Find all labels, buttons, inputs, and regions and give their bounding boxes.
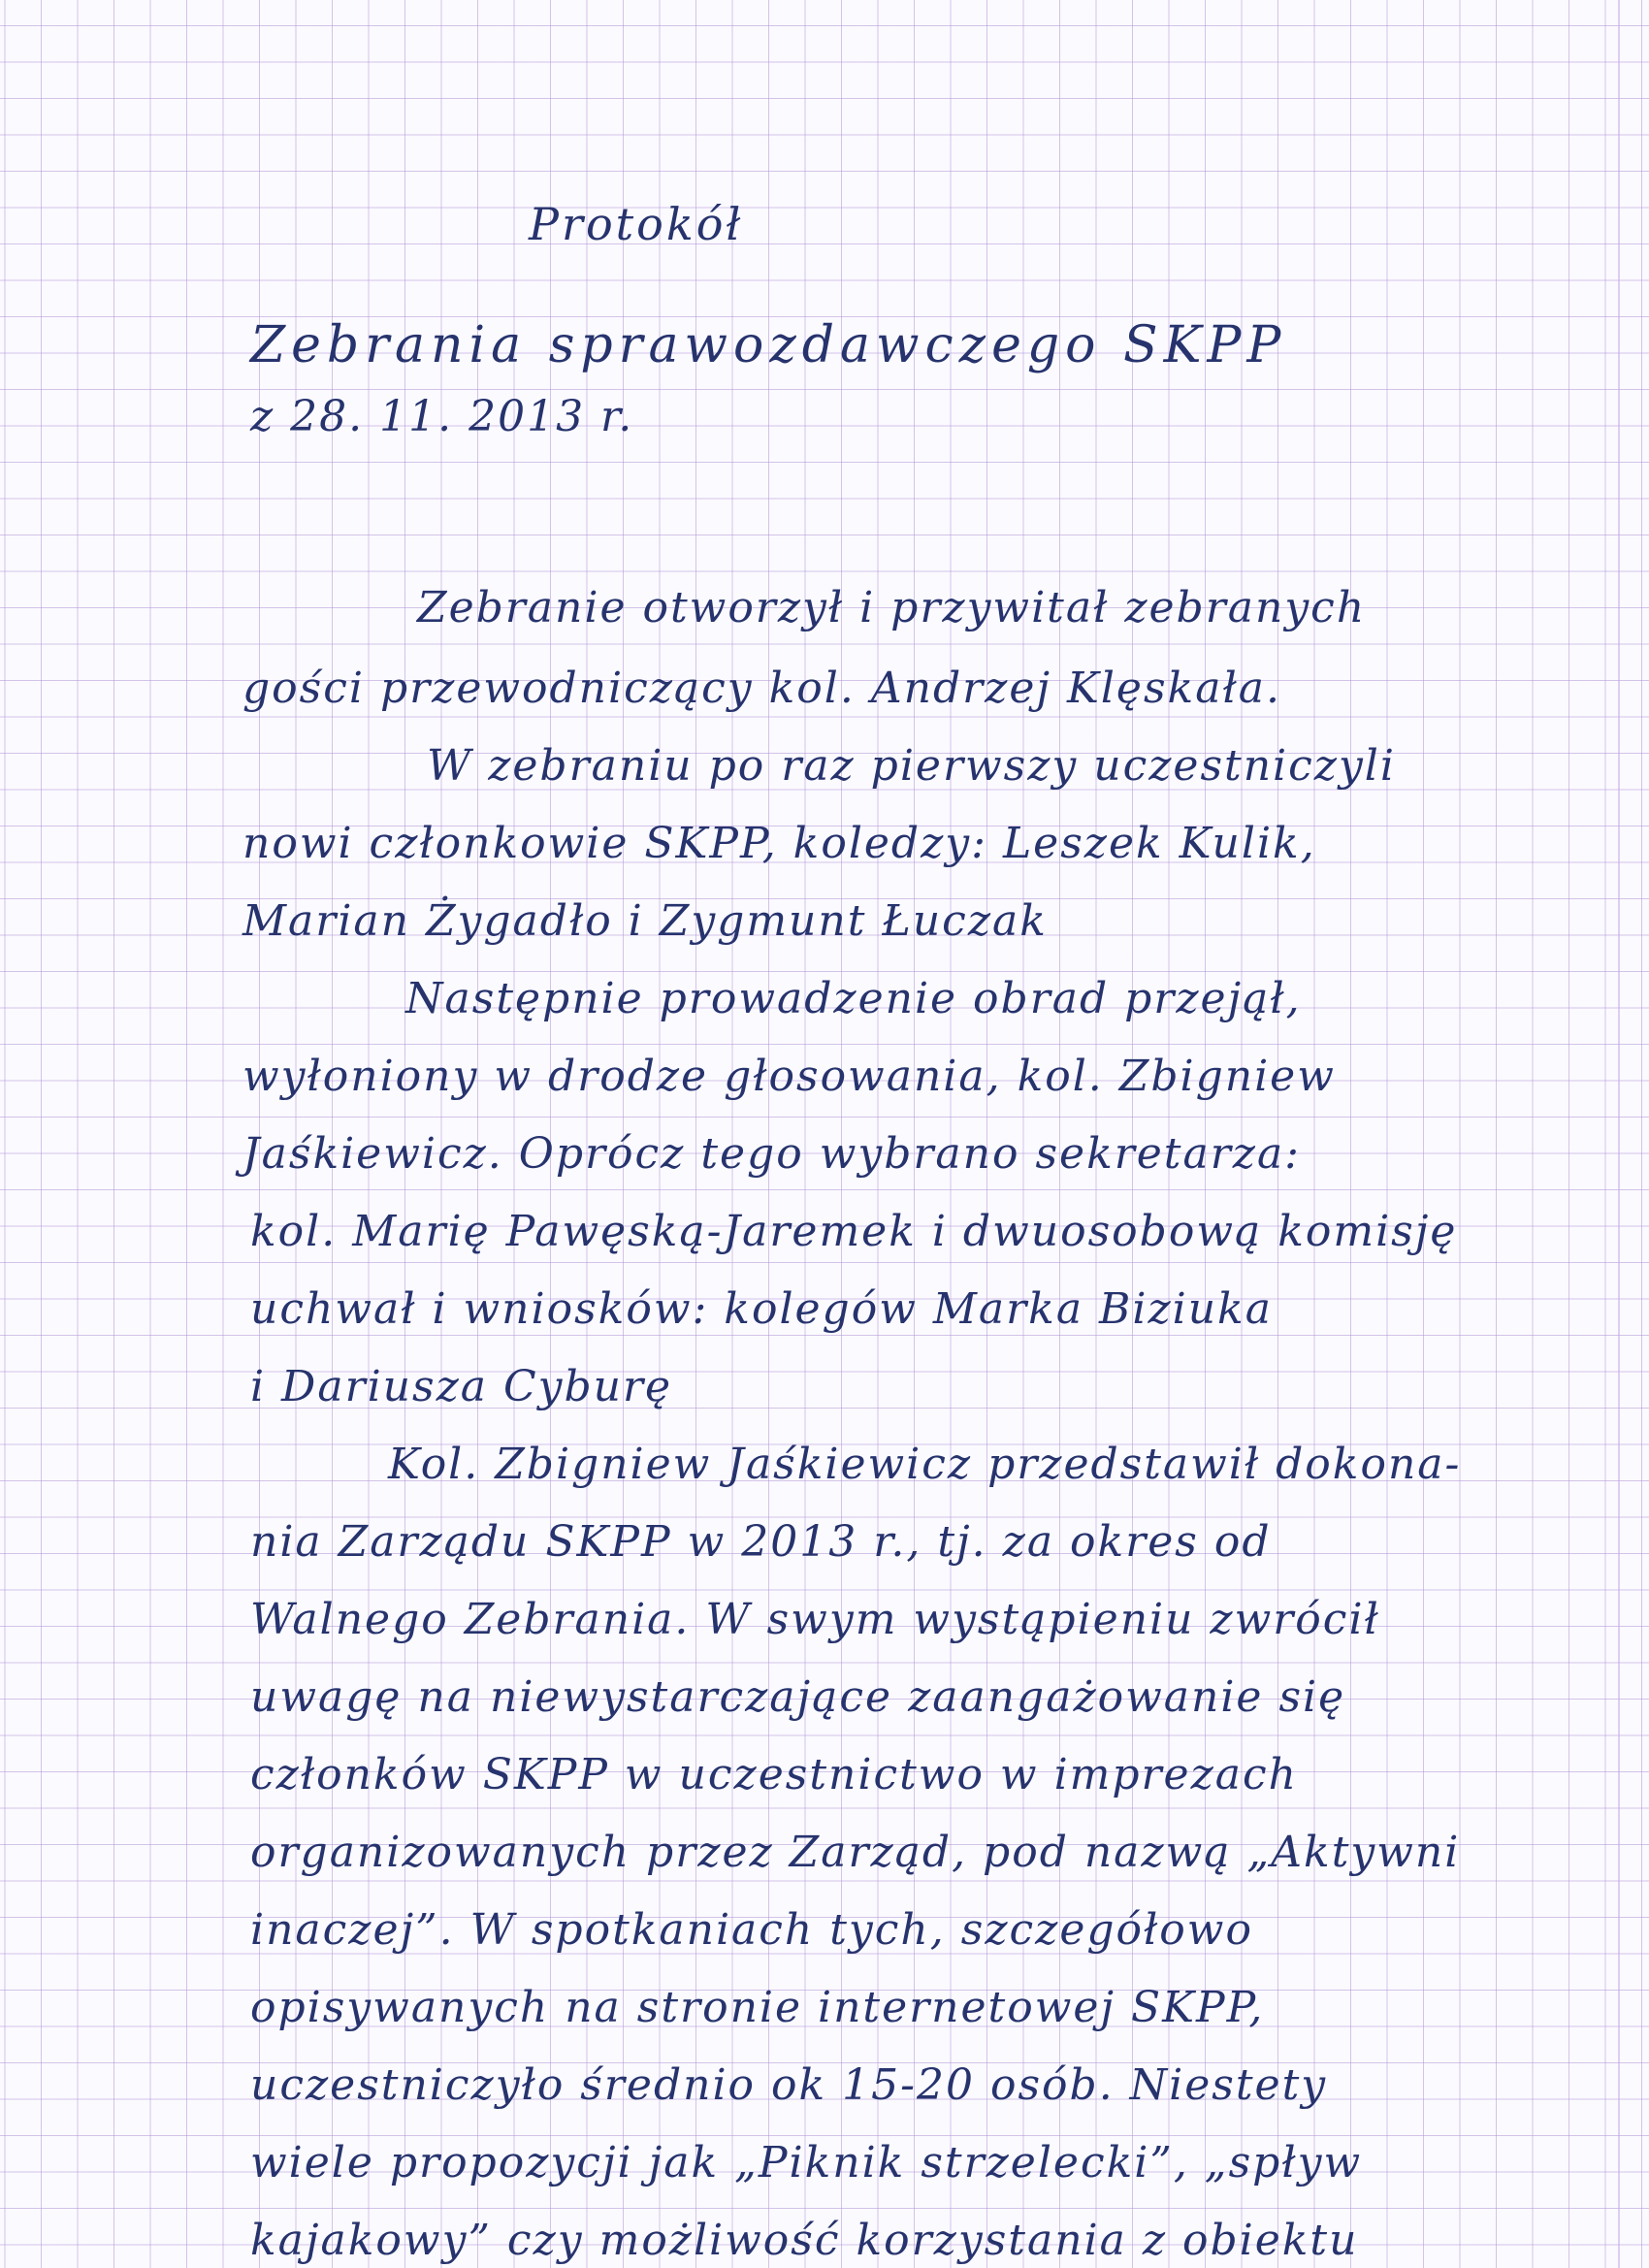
text-line: uwagę na niewystarczające zaangażowanie się	[250, 1672, 1346, 1722]
text-line: W zebraniu po raz pierwszy uczestniczyli	[427, 741, 1396, 791]
text-line: Zebrania sprawozdawczego SKPP	[250, 316, 1287, 374]
text-line: Następnie prowadzenie obrad przejął,	[405, 974, 1302, 1023]
text-line: nia Zarządu SKPP w 2013 r., tj. za okres od	[250, 1517, 1272, 1567]
text-line: i Dariusza Cyburę	[250, 1362, 673, 1411]
margin-line	[1618, 0, 1620, 2268]
text-line: członków SKPP w uczestnictwo w imprezach	[250, 1750, 1298, 1799]
document-title: Protokół	[529, 198, 744, 250]
text-line: Jaśkiewicz. Oprócz tego wybrano sekretarza:	[242, 1129, 1301, 1179]
text-line: wyłoniony w drodze głosowania, kol. Zbigniew	[242, 1052, 1336, 1101]
text-line: Walnego Zebrania. W swym wystąpieniu zwrócił	[250, 1595, 1380, 1644]
text-line: opisywanych na stronie internetowej SKPP,	[250, 1983, 1265, 2032]
text-line: Kol. Zbigniew Jaśkiewicz przedstawił dokona-	[388, 1440, 1462, 1489]
text-line: nowi członkowie SKPP, koledzy: Leszek Kulik,	[242, 819, 1316, 868]
text-line: Marian Żygadło i Zygmunt Łuczak	[242, 896, 1048, 946]
text-line: wiele propozycji jak „Piknik strzelecki”, „spływ	[250, 2138, 1363, 2187]
text-line: z 28. 11. 2013 r.	[250, 392, 634, 441]
text-line: uchwał i wniosków: kolegów Marka Biziuka	[250, 1284, 1273, 1334]
text-line: organizowanych przez Zarząd, pod nazwą „Aktywni	[250, 1828, 1461, 1877]
text-line: gości przewodniczący kol. Andrzej Klęskała.	[242, 664, 1281, 713]
text-line: inaczej”. W spotkaniach tych, szczegółowo	[250, 1905, 1253, 1955]
text-line: kajakowy” czy możliwość korzystania z obiektu	[250, 2216, 1359, 2265]
text-line: uczestniczyło średnio ok 15-20 osób. Niestety	[250, 2060, 1328, 2110]
text-line: kol. Marię Pawęską-Jaremek i dwuosobową komisję	[250, 1207, 1458, 1256]
text-line: Zebranie otworzył i przywitał zebranych	[417, 583, 1367, 632]
